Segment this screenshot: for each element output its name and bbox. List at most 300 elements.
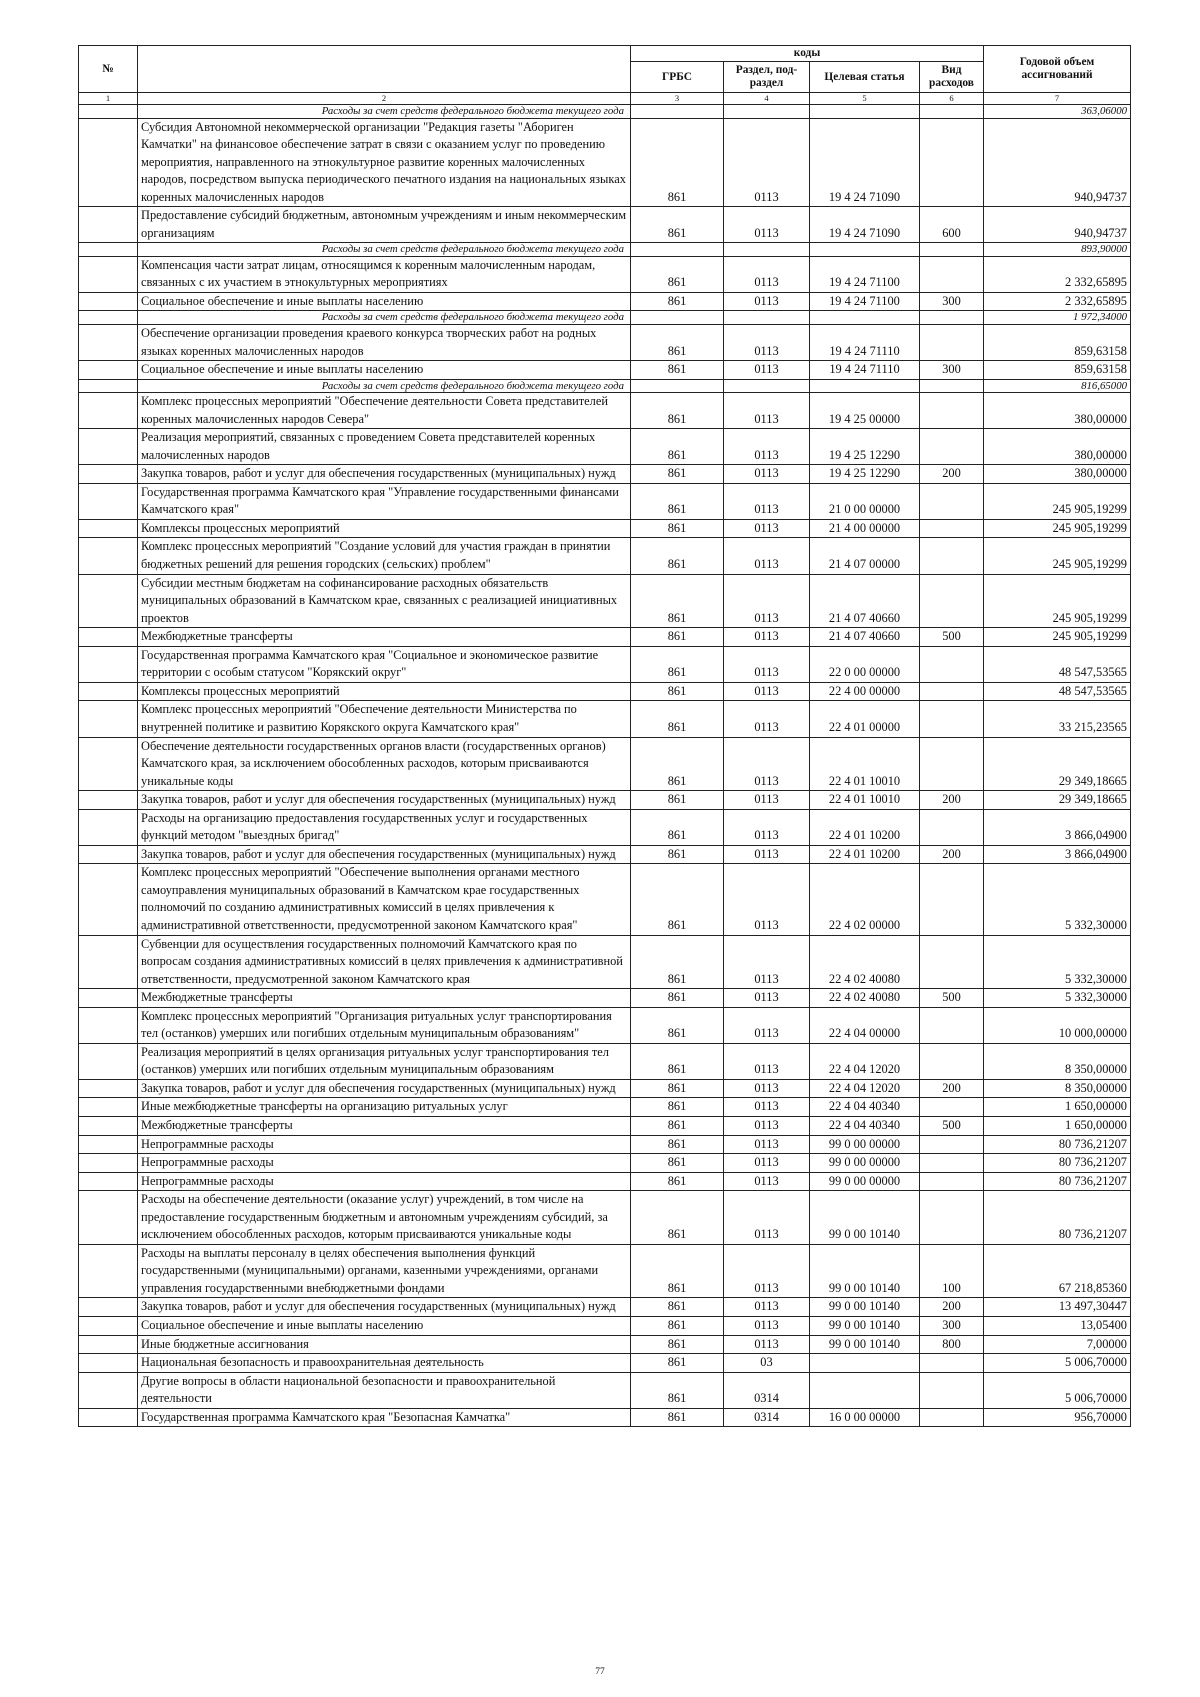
row-number-cell <box>79 292 138 311</box>
row-grbs-cell: 861 <box>631 1043 724 1079</box>
row-name-cell: Субсидии местным бюджетам на софинансирование расходных обязательств муниципальных образований в Камчатском крае, связанных с реализацией инициативных проектов <box>138 574 631 628</box>
row-grbs-cell: 861 <box>631 393 724 429</box>
row-amount-cell: 10 000,00000 <box>984 1007 1131 1043</box>
row-number-cell <box>79 1335 138 1354</box>
table-row <box>79 701 1131 737</box>
row-amount-cell: 3 866,04900 <box>984 845 1131 864</box>
row-section-cell <box>724 379 810 393</box>
row-expense-type-cell: 300 <box>920 292 984 311</box>
row-expense-type-cell <box>920 324 984 360</box>
row-amount-cell: 1 650,00000 <box>984 1098 1131 1117</box>
row-name-cell: Социальное обеспечение и иные выплаты населению <box>138 292 631 311</box>
row-number-cell <box>79 519 138 538</box>
row-amount-cell: 13 497,30447 <box>984 1298 1131 1317</box>
row-amount-cell: 33 215,23565 <box>984 701 1131 737</box>
row-name-cell: Реализация мероприятий в целях организация ритуальных услуг транспортирования тел (останков) умерших или погибших отдельным муниципальным образованиям <box>138 1043 631 1079</box>
row-number-cell <box>79 1043 138 1079</box>
table-row <box>79 393 1131 429</box>
row-section-cell: 0113 <box>724 361 810 380</box>
row-target-article-cell: 22 4 02 40080 <box>810 935 920 989</box>
row-target-article-cell <box>810 311 920 325</box>
row-expense-type-cell <box>920 483 984 519</box>
table-row <box>79 809 1131 845</box>
row-section-cell: 0113 <box>724 1191 810 1245</box>
federal-funds-row <box>79 243 1131 257</box>
row-target-article-cell: 22 4 04 40340 <box>810 1098 920 1117</box>
row-section-cell: 0113 <box>724 1154 810 1173</box>
row-grbs-cell: 861 <box>631 701 724 737</box>
row-amount-cell: 956,70000 <box>984 1408 1131 1427</box>
row-grbs-cell: 861 <box>631 361 724 380</box>
table-row <box>79 1154 1131 1173</box>
row-name-cell: Комплекс процессных мероприятий "Обеспечение выполнения органами местного самоуправления муниципальных образований в Камчатском крае государственных полномочий по созданию административных комиссий в целях привлечения к административной ответственности, предусмотренной законом Камчатского края" <box>138 864 631 935</box>
row-amount-cell: 80 736,21207 <box>984 1135 1131 1154</box>
row-number-cell <box>79 1135 138 1154</box>
row-amount-cell: 5 006,70000 <box>984 1372 1131 1408</box>
row-grbs-cell: 861 <box>631 1135 724 1154</box>
row-amount-cell: 80 736,21207 <box>984 1154 1131 1173</box>
row-section-cell: 0113 <box>724 207 810 243</box>
row-section-cell: 03 <box>724 1354 810 1373</box>
row-section-cell: 0113 <box>724 989 810 1008</box>
row-target-article-cell: 99 0 00 00000 <box>810 1172 920 1191</box>
row-name-cell: Национальная безопасность и правоохранительная деятельность <box>138 1354 631 1373</box>
table-row <box>79 1244 1131 1298</box>
column-number: 2 <box>138 93 631 105</box>
row-amount-cell: 1 650,00000 <box>984 1116 1131 1135</box>
row-target-article-cell: 99 0 00 10140 <box>810 1244 920 1298</box>
row-section-cell: 0113 <box>724 1244 810 1298</box>
row-amount-cell: 8 350,00000 <box>984 1043 1131 1079</box>
row-section-cell: 0113 <box>724 1317 810 1336</box>
row-name-cell: Реализация мероприятий, связанных с проведением Совета представителей коренных малочисленных народов <box>138 429 631 465</box>
row-amount-cell: 245 905,19299 <box>984 519 1131 538</box>
row-target-article-cell: 19 4 24 71100 <box>810 256 920 292</box>
row-amount-cell: 8 350,00000 <box>984 1079 1131 1098</box>
row-amount-cell: 816,65000 <box>984 379 1131 393</box>
row-name-cell: Предоставление субсидий бюджетным, автономным учреждениям и иным некоммерческим организациям <box>138 207 631 243</box>
row-number-cell <box>79 809 138 845</box>
row-grbs-cell: 861 <box>631 1172 724 1191</box>
row-grbs-cell: 861 <box>631 935 724 989</box>
row-name-cell: Расходы за счет средств федерального бюджета текущего года <box>138 105 631 119</box>
row-expense-type-cell <box>920 311 984 325</box>
row-number-cell <box>79 682 138 701</box>
row-section-cell: 0113 <box>724 1172 810 1191</box>
row-target-article-cell: 19 4 24 71090 <box>810 118 920 207</box>
row-target-article-cell: 19 4 24 71110 <box>810 324 920 360</box>
table-row <box>79 1372 1131 1408</box>
row-section-cell: 0113 <box>724 845 810 864</box>
row-section-cell: 0113 <box>724 864 810 935</box>
row-number-cell <box>79 465 138 484</box>
row-name-cell: Закупка товаров, работ и услуг для обеспечения государственных (муниципальных) нужд <box>138 465 631 484</box>
row-amount-cell: 2 332,65895 <box>984 292 1131 311</box>
row-amount-cell: 859,63158 <box>984 324 1131 360</box>
row-expense-type-cell <box>920 737 984 791</box>
table-row <box>79 256 1131 292</box>
row-grbs-cell: 861 <box>631 118 724 207</box>
table-row <box>79 1298 1131 1317</box>
row-name-cell: Непрограммные расходы <box>138 1154 631 1173</box>
row-target-article-cell <box>810 379 920 393</box>
row-amount-cell: 29 349,18665 <box>984 791 1131 810</box>
row-number-cell <box>79 538 138 574</box>
row-expense-type-cell <box>920 1172 984 1191</box>
table-row <box>79 324 1131 360</box>
row-amount-cell: 859,63158 <box>984 361 1131 380</box>
row-grbs-cell: 861 <box>631 324 724 360</box>
federal-funds-row <box>79 105 1131 119</box>
table-row <box>79 1408 1131 1427</box>
row-name-cell: Социальное обеспечение и иные выплаты населению <box>138 361 631 380</box>
row-number-cell <box>79 1116 138 1135</box>
row-section-cell <box>724 105 810 119</box>
row-target-article-cell: 21 4 07 00000 <box>810 538 920 574</box>
row-number-cell <box>79 429 138 465</box>
row-amount-cell: 2 332,65895 <box>984 256 1131 292</box>
row-amount-cell: 363,06000 <box>984 105 1131 119</box>
row-expense-type-cell <box>920 1191 984 1245</box>
row-name-cell: Комплекс процессных мероприятий "Обеспечение деятельности Министерства по внутренней политике и развитию Корякского округа Камчатского края" <box>138 701 631 737</box>
header-section: Раздел, под-раздел <box>724 62 810 93</box>
table-row <box>79 361 1131 380</box>
row-section-cell: 0113 <box>724 701 810 737</box>
row-expense-type-cell <box>920 538 984 574</box>
table-row <box>79 1191 1131 1245</box>
table-row <box>79 791 1131 810</box>
row-target-article-cell: 22 0 00 00000 <box>810 646 920 682</box>
row-target-article-cell: 22 4 01 00000 <box>810 701 920 737</box>
row-section-cell: 0113 <box>724 1298 810 1317</box>
row-grbs-cell: 861 <box>631 465 724 484</box>
table-row <box>79 1007 1131 1043</box>
row-grbs-cell <box>631 243 724 257</box>
row-expense-type-cell <box>920 379 984 393</box>
row-target-article-cell <box>810 1372 920 1408</box>
row-number-cell <box>79 1354 138 1373</box>
row-number-cell <box>79 1408 138 1427</box>
table-row <box>79 429 1131 465</box>
row-name-cell: Комплекс процессных мероприятий "Создание условий для участия граждан в принятии бюджетных решений для решения городских (сельских) проблем" <box>138 538 631 574</box>
row-number-cell <box>79 1244 138 1298</box>
row-expense-type-cell: 300 <box>920 1317 984 1336</box>
row-expense-type-cell <box>920 1007 984 1043</box>
row-section-cell: 0314 <box>724 1372 810 1408</box>
row-expense-type-cell <box>920 256 984 292</box>
row-amount-cell: 7,00000 <box>984 1335 1131 1354</box>
row-grbs-cell: 861 <box>631 1372 724 1408</box>
header-target-article: Целевая статья <box>810 62 920 93</box>
row-grbs-cell: 861 <box>631 989 724 1008</box>
row-amount-cell: 5 006,70000 <box>984 1354 1131 1373</box>
row-section-cell: 0113 <box>724 1116 810 1135</box>
row-expense-type-cell: 800 <box>920 1335 984 1354</box>
row-grbs-cell <box>631 105 724 119</box>
row-expense-type-cell: 100 <box>920 1244 984 1298</box>
row-grbs-cell: 861 <box>631 791 724 810</box>
row-grbs-cell: 861 <box>631 519 724 538</box>
row-section-cell: 0113 <box>724 646 810 682</box>
row-expense-type-cell <box>920 646 984 682</box>
row-section-cell: 0113 <box>724 118 810 207</box>
table-row <box>79 574 1131 628</box>
row-target-article-cell: 22 4 04 00000 <box>810 1007 920 1043</box>
row-expense-type-cell <box>920 1154 984 1173</box>
header-codes: коды <box>631 46 984 62</box>
row-expense-type-cell: 200 <box>920 791 984 810</box>
table-row <box>79 935 1131 989</box>
row-name-cell: Компенсация части затрат лицам, относящимся к коренным малочисленным народам, связанных с их участием в этнокультурных мероприятиях <box>138 256 631 292</box>
row-expense-type-cell: 200 <box>920 465 984 484</box>
row-target-article-cell: 19 4 25 12290 <box>810 465 920 484</box>
row-expense-type-cell <box>920 1135 984 1154</box>
row-number-cell <box>79 105 138 119</box>
row-amount-cell: 380,00000 <box>984 429 1131 465</box>
row-expense-type-cell <box>920 1043 984 1079</box>
row-expense-type-cell <box>920 574 984 628</box>
row-target-article-cell: 99 0 00 10140 <box>810 1317 920 1336</box>
row-number-cell <box>79 864 138 935</box>
row-amount-cell: 245 905,19299 <box>984 574 1131 628</box>
row-target-article-cell: 21 4 07 40660 <box>810 628 920 647</box>
row-name-cell: Государственная программа Камчатского края "Безопасная Камчатка" <box>138 1408 631 1427</box>
row-grbs-cell: 861 <box>631 845 724 864</box>
column-number: 3 <box>631 93 724 105</box>
row-expense-type-cell <box>920 393 984 429</box>
header-expense-type: Вид расходов <box>920 62 984 93</box>
row-target-article-cell <box>810 105 920 119</box>
row-target-article-cell: 21 4 00 00000 <box>810 519 920 538</box>
row-expense-type-cell: 300 <box>920 361 984 380</box>
row-grbs-cell: 861 <box>631 1244 724 1298</box>
column-number: 6 <box>920 93 984 105</box>
budget-allocation-table <box>78 45 1131 1427</box>
row-expense-type-cell: 500 <box>920 628 984 647</box>
row-name-cell: Непрограммные расходы <box>138 1135 631 1154</box>
row-target-article-cell: 19 4 25 12290 <box>810 429 920 465</box>
row-amount-cell: 380,00000 <box>984 465 1131 484</box>
table-row <box>79 1354 1131 1373</box>
row-expense-type-cell: 200 <box>920 1079 984 1098</box>
row-section-cell: 0113 <box>724 256 810 292</box>
row-expense-type-cell <box>920 105 984 119</box>
row-section-cell: 0314 <box>724 1408 810 1427</box>
table-row <box>79 1135 1131 1154</box>
row-target-article-cell <box>810 243 920 257</box>
row-name-cell: Комплекс процессных мероприятий "Обеспечение деятельности Совета представителей коренных малочисленных народов Севера" <box>138 393 631 429</box>
row-grbs-cell: 861 <box>631 538 724 574</box>
row-grbs-cell: 861 <box>631 256 724 292</box>
row-amount-cell: 13,05400 <box>984 1317 1131 1336</box>
row-name-cell: Иные бюджетные ассигнования <box>138 1335 631 1354</box>
row-number-cell <box>79 311 138 325</box>
row-name-cell: Расходы за счет средств федерального бюджета текущего года <box>138 311 631 325</box>
table-row <box>79 864 1131 935</box>
row-grbs-cell: 861 <box>631 1007 724 1043</box>
table-row <box>79 538 1131 574</box>
row-name-cell: Непрограммные расходы <box>138 1172 631 1191</box>
row-name-cell: Расходы за счет средств федерального бюджета текущего года <box>138 243 631 257</box>
row-expense-type-cell: 500 <box>920 989 984 1008</box>
page-number: 77 <box>595 1667 605 1677</box>
row-section-cell: 0113 <box>724 1098 810 1117</box>
row-expense-type-cell <box>920 243 984 257</box>
row-section-cell: 0113 <box>724 483 810 519</box>
header-name <box>138 46 631 93</box>
row-target-article-cell: 21 4 07 40660 <box>810 574 920 628</box>
row-expense-type-cell: 600 <box>920 207 984 243</box>
row-name-cell: Субвенции для осуществления государственных полномочий Камчатского края по вопросам создания административных комиссий в целях привлечения к административной ответственности, предусмотренной законом Камчатского края <box>138 935 631 989</box>
row-target-article-cell: 19 4 24 71100 <box>810 292 920 311</box>
row-expense-type-cell <box>920 519 984 538</box>
row-expense-type-cell <box>920 809 984 845</box>
row-name-cell: Закупка товаров, работ и услуг для обеспечения государственных (муниципальных) нужд <box>138 845 631 864</box>
row-target-article-cell: 22 4 01 10200 <box>810 845 920 864</box>
row-number-cell <box>79 1154 138 1173</box>
row-expense-type-cell: 200 <box>920 845 984 864</box>
row-target-article-cell: 16 0 00 00000 <box>810 1408 920 1427</box>
row-amount-cell: 940,94737 <box>984 118 1131 207</box>
row-grbs-cell: 861 <box>631 646 724 682</box>
table-row <box>79 519 1131 538</box>
row-name-cell: Закупка товаров, работ и услуг для обеспечения государственных (муниципальных) нужд <box>138 791 631 810</box>
row-section-cell <box>724 243 810 257</box>
table-row <box>79 1172 1131 1191</box>
row-name-cell: Комплекс процессных мероприятий "Организация ритуальных услуг транспортирования тел (останков) умерших или погибших отдельным муниципальным образованиям" <box>138 1007 631 1043</box>
table-row <box>79 118 1131 207</box>
row-amount-cell: 29 349,18665 <box>984 737 1131 791</box>
table-row <box>79 989 1131 1008</box>
row-expense-type-cell: 200 <box>920 1298 984 1317</box>
header-grbs: ГРБС <box>631 62 724 93</box>
table-row <box>79 1335 1131 1354</box>
row-name-cell: Государственная программа Камчатского края "Управление государственными финансами Камчатского края" <box>138 483 631 519</box>
row-section-cell: 0113 <box>724 682 810 701</box>
row-grbs-cell: 861 <box>631 1298 724 1317</box>
row-number-cell <box>79 1372 138 1408</box>
row-amount-cell: 245 905,19299 <box>984 483 1131 519</box>
row-target-article-cell: 99 0 00 00000 <box>810 1154 920 1173</box>
row-amount-cell: 3 866,04900 <box>984 809 1131 845</box>
table-row <box>79 292 1131 311</box>
row-section-cell: 0113 <box>724 1007 810 1043</box>
row-number-cell <box>79 1079 138 1098</box>
row-amount-cell: 48 547,53565 <box>984 682 1131 701</box>
row-number-cell <box>79 701 138 737</box>
row-target-article-cell: 99 0 00 10140 <box>810 1298 920 1317</box>
row-target-article-cell: 22 4 01 10200 <box>810 809 920 845</box>
row-number-cell <box>79 1298 138 1317</box>
table-row <box>79 1116 1131 1135</box>
row-grbs-cell: 861 <box>631 207 724 243</box>
row-section-cell: 0113 <box>724 1135 810 1154</box>
row-amount-cell: 893,90000 <box>984 243 1131 257</box>
row-grbs-cell: 861 <box>631 1317 724 1336</box>
row-number-cell <box>79 393 138 429</box>
row-grbs-cell: 861 <box>631 292 724 311</box>
row-number-cell <box>79 379 138 393</box>
table-row <box>79 207 1131 243</box>
row-amount-cell: 380,00000 <box>984 393 1131 429</box>
row-target-article-cell: 99 0 00 10140 <box>810 1335 920 1354</box>
table-row <box>79 737 1131 791</box>
row-target-article-cell: 22 4 01 10010 <box>810 737 920 791</box>
row-section-cell: 0113 <box>724 292 810 311</box>
table-row <box>79 628 1131 647</box>
row-target-article-cell: 19 4 24 71110 <box>810 361 920 380</box>
row-amount-cell: 1 972,34000 <box>984 311 1131 325</box>
column-number: 1 <box>79 93 138 105</box>
row-grbs-cell: 861 <box>631 737 724 791</box>
row-target-article-cell: 99 0 00 10140 <box>810 1191 920 1245</box>
row-section-cell: 0113 <box>724 1335 810 1354</box>
row-section-cell <box>724 311 810 325</box>
table-row <box>79 465 1131 484</box>
row-name-cell: Закупка товаров, работ и услуг для обеспечения государственных (муниципальных) нужд <box>138 1079 631 1098</box>
row-number-cell <box>79 256 138 292</box>
row-section-cell: 0113 <box>724 737 810 791</box>
row-number-cell <box>79 737 138 791</box>
row-expense-type-cell <box>920 701 984 737</box>
row-section-cell: 0113 <box>724 538 810 574</box>
table-row <box>79 1079 1131 1098</box>
row-grbs-cell: 861 <box>631 1191 724 1245</box>
row-expense-type-cell <box>920 1372 984 1408</box>
row-section-cell: 0113 <box>724 574 810 628</box>
table-row <box>79 682 1131 701</box>
row-expense-type-cell <box>920 1354 984 1373</box>
row-amount-cell: 80 736,21207 <box>984 1191 1131 1245</box>
row-section-cell: 0113 <box>724 429 810 465</box>
row-number-cell <box>79 646 138 682</box>
row-grbs-cell <box>631 311 724 325</box>
row-amount-cell: 67 218,85360 <box>984 1244 1131 1298</box>
row-target-article-cell: 19 4 24 71090 <box>810 207 920 243</box>
row-amount-cell: 48 547,53565 <box>984 646 1131 682</box>
row-target-article-cell: 22 4 02 00000 <box>810 864 920 935</box>
row-section-cell: 0113 <box>724 935 810 989</box>
row-target-article-cell: 22 4 02 40080 <box>810 989 920 1008</box>
table-row <box>79 1043 1131 1079</box>
row-section-cell: 0113 <box>724 628 810 647</box>
row-target-article-cell: 22 4 04 40340 <box>810 1116 920 1135</box>
row-number-cell <box>79 935 138 989</box>
row-section-cell: 0113 <box>724 1079 810 1098</box>
row-number-cell <box>79 324 138 360</box>
row-name-cell: Обеспечение организации проведения краевого конкурса творческих работ на родных языках коренных малочисленных народов <box>138 324 631 360</box>
column-number: 5 <box>810 93 920 105</box>
row-grbs-cell: 861 <box>631 1354 724 1373</box>
row-grbs-cell: 861 <box>631 628 724 647</box>
federal-funds-row <box>79 311 1131 325</box>
row-expense-type-cell <box>920 935 984 989</box>
row-number-cell <box>79 628 138 647</box>
row-number-cell <box>79 243 138 257</box>
row-number-cell <box>79 483 138 519</box>
row-section-cell: 0113 <box>724 1043 810 1079</box>
table-row <box>79 1317 1131 1336</box>
row-name-cell: Обеспечение деятельности государственных органов власти (государственных органов) Камчатского края, за исключением обособленных расходов, которым присваиваются уникальные коды <box>138 737 631 791</box>
row-grbs-cell: 861 <box>631 1116 724 1135</box>
federal-funds-row <box>79 379 1131 393</box>
row-section-cell: 0113 <box>724 791 810 810</box>
row-target-article-cell: 22 4 04 12020 <box>810 1079 920 1098</box>
row-name-cell: Государственная программа Камчатского края "Социальное и экономическое развитие территории с особым статусом "Корякский округ" <box>138 646 631 682</box>
row-expense-type-cell <box>920 864 984 935</box>
row-name-cell: Расходы на обеспечение деятельности (оказание услуг) учреждений, в том числе на предоставление государственным бюджетным и автономным учреждениям субсидий, за исключением обособленных расходов, которым присваиваются уникальные коды <box>138 1191 631 1245</box>
row-expense-type-cell <box>920 429 984 465</box>
